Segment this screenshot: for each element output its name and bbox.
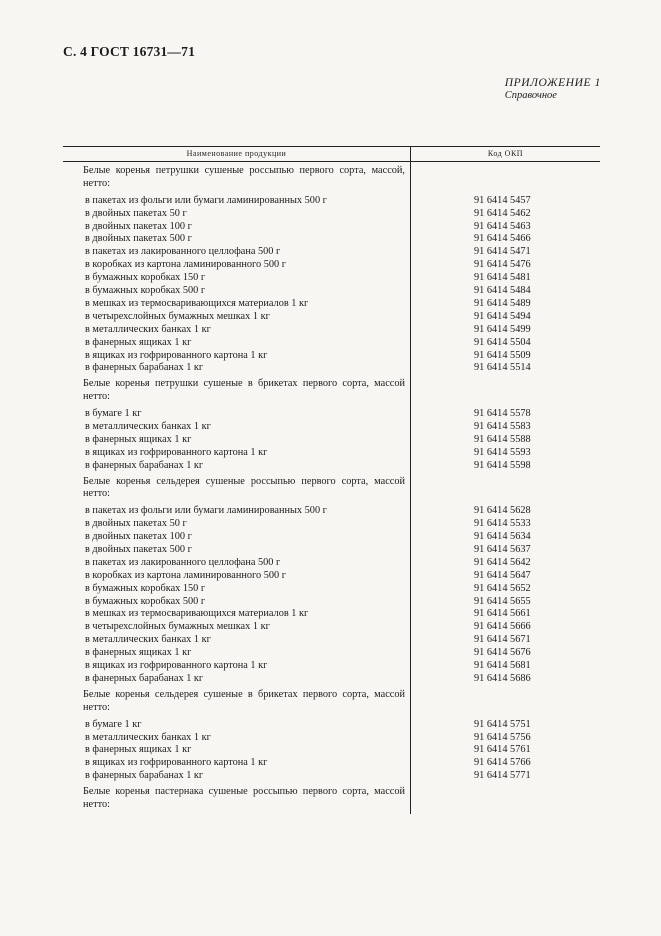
okp-code: 91 6414 5533 (474, 518, 531, 530)
table-row (63, 518, 600, 531)
column-header-name: Наименование продукции (186, 149, 287, 158)
okp-code: 91 6414 5647 (474, 569, 531, 581)
table-row (63, 350, 600, 363)
okp-code: 91 6414 5471 (474, 246, 531, 258)
okp-code: 91 6414 5593 (474, 446, 531, 458)
product-name: в пакетах из фольги или бумаги ламинированных 500 г (85, 194, 327, 206)
product-name: в мешках из термосваривающихся материалов 1 кг (85, 608, 309, 620)
group-title: Белые коренья петрушки сушеные россыпью первого сорта, массой, нетто: (83, 165, 405, 189)
okp-code: 91 6414 5578 (474, 408, 531, 420)
product-name: в мешках из термосваривающихся материалов 1 кг (85, 297, 309, 309)
table-row (63, 570, 600, 583)
product-name: в фанерных барабанах 1 кг (85, 362, 204, 374)
table-row (63, 608, 600, 621)
table-row (63, 732, 600, 745)
table-row (63, 447, 600, 460)
table-row (63, 544, 600, 557)
okp-code: 91 6414 5598 (474, 459, 531, 471)
product-name: в двойных пакетах 50 г (85, 518, 187, 530)
okp-code: 91 6414 5666 (474, 621, 531, 633)
product-name: в бумаге 1 кг (85, 408, 142, 420)
product-name: в бумажных коробках 500 г (85, 595, 206, 607)
okp-code: 91 6414 5771 (474, 770, 531, 782)
product-group (63, 786, 600, 812)
group-title: Белые коренья сельдерея сушеные россыпью первого сорта, массой нетто: (83, 475, 405, 500)
table-row (63, 233, 600, 246)
okp-code: 91 6414 5766 (474, 757, 531, 769)
okp-code: 91 6414 5751 (474, 718, 531, 730)
product-name: в ящиках из гофрированного картона 1 кг (85, 660, 268, 672)
product-group (63, 165, 600, 375)
table-row (63, 647, 600, 660)
group-title: Белые коренья сельдерея сушеные в брикетах первого сорта, массой нетто: (83, 688, 405, 713)
table-row (63, 311, 600, 324)
okp-code: 91 6414 5463 (474, 220, 531, 232)
product-name: в двойных пакетах 100 г (85, 220, 192, 232)
product-name: в фанерных ящиках 1 кг (85, 744, 192, 756)
table-row (63, 362, 600, 375)
table-row (63, 557, 600, 570)
table-row (63, 660, 600, 673)
table-body (63, 165, 600, 816)
table-row (63, 583, 600, 596)
okp-code: 91 6414 5481 (474, 272, 531, 284)
okp-code: 91 6414 5583 (474, 420, 531, 432)
product-name: в ящиках из гофрированного картона 1 кг (85, 757, 268, 769)
product-name: в бумажных коробках 500 г (85, 285, 206, 297)
table-row (63, 408, 600, 421)
okp-code: 91 6414 5671 (474, 634, 531, 646)
okp-code: 91 6414 5484 (474, 285, 531, 297)
table-row (63, 634, 600, 647)
okp-code: 91 6414 5761 (474, 744, 531, 756)
okp-code: 91 6414 5634 (474, 531, 531, 543)
okp-code: 91 6414 5652 (474, 582, 531, 594)
product-name: в фанерных ящиках 1 кг (85, 433, 192, 445)
product-group (63, 689, 600, 783)
okp-code: 91 6414 5588 (474, 433, 531, 445)
product-name: в двойных пакетах 500 г (85, 233, 192, 245)
product-name: в бумажных коробках 150 г (85, 582, 206, 594)
okp-code: 91 6414 5642 (474, 556, 531, 568)
okp-code: 91 6414 5509 (474, 349, 531, 361)
product-name: в четырехслойных бумажных мешках 1 кг (85, 310, 270, 322)
product-name: в четырехслойных бумажных мешках 1 кг (85, 621, 270, 633)
table-row (63, 434, 600, 447)
table-row (63, 285, 600, 298)
product-name: в ящиках из гофрированного картона 1 кг (85, 446, 268, 458)
okp-code: 91 6414 5462 (474, 207, 531, 219)
okp-code: 91 6414 5655 (474, 595, 531, 607)
table-top-rule (63, 146, 600, 147)
okp-code: 91 6414 5457 (474, 194, 531, 206)
okp-code: 91 6414 5504 (474, 336, 531, 348)
table-row (63, 246, 600, 259)
okp-code: 91 6414 5489 (474, 297, 531, 309)
table-row (63, 719, 600, 732)
product-name: в фанерных барабанах 1 кг (85, 770, 204, 782)
page-header: С. 4 ГОСТ 16731—71 (63, 44, 196, 59)
table-row (63, 621, 600, 634)
table-row (63, 757, 600, 770)
table-row (63, 770, 600, 783)
product-name: в металлических банках 1 кг (85, 323, 211, 335)
table-row (63, 298, 600, 311)
okp-code: 91 6414 5514 (474, 362, 531, 374)
table-row (63, 195, 600, 208)
product-name: в двойных пакетах 50 г (85, 207, 187, 219)
product-name: в коробках из картона ламинированного 500 г (85, 569, 286, 581)
appendix-label (505, 77, 601, 101)
product-name: в фанерных барабанах 1 кг (85, 672, 204, 684)
okp-code: 91 6414 5499 (474, 323, 531, 335)
product-name: в фанерных ящиках 1 кг (85, 336, 192, 348)
product-name: в фанерных барабанах 1 кг (85, 459, 204, 471)
table-row (63, 272, 600, 285)
table-row (63, 324, 600, 337)
okp-code: 91 6414 5676 (474, 647, 531, 659)
product-name: в металлических банках 1 кг (85, 731, 211, 743)
product-name: в пакетах из фольги или бумаги ламинированных 500 г (85, 505, 327, 517)
group-title: Белые коренья пастернака сушеные россыпью первого сорта, массой нетто: (83, 786, 405, 810)
table-row (63, 221, 600, 234)
table-row (63, 337, 600, 350)
product-name: в бумаге 1 кг (85, 718, 142, 730)
product-name: в металлических банках 1 кг (85, 420, 211, 432)
table-row (63, 596, 600, 609)
table-row (63, 259, 600, 272)
table-row (63, 531, 600, 544)
okp-code: 91 6414 5756 (474, 731, 531, 743)
table-row (63, 673, 600, 686)
okp-code: 91 6414 5681 (474, 660, 531, 672)
product-code-table (63, 146, 600, 814)
okp-code: 91 6414 5466 (474, 233, 531, 245)
table-row (63, 208, 600, 221)
group-title: Белые коренья петрушки сушеные в брикетах первого сорта, массой нетто: (83, 378, 405, 403)
product-name: в бумажных коробках 150 г (85, 272, 206, 284)
table-row (63, 421, 600, 434)
product-group (63, 476, 600, 686)
product-name: в двойных пакетах 500 г (85, 544, 192, 556)
column-header-code: Код ОКП (487, 149, 524, 158)
okp-code: 91 6414 5686 (474, 672, 531, 684)
appendix-subtitle: Справочное (504, 90, 557, 101)
okp-code: 91 6414 5494 (474, 310, 531, 322)
table-row (63, 505, 600, 518)
appendix-title: ПРИЛОЖЕНИЕ 1 (504, 77, 601, 89)
okp-code: 91 6414 5661 (474, 608, 531, 620)
product-name: в металлических банках 1 кг (85, 634, 211, 646)
product-name: в пакетах из лакированного целлофана 500 г (85, 246, 281, 258)
product-name: в ящиках из гофрированного картона 1 кг (85, 349, 268, 361)
product-name: в двойных пакетах 100 г (85, 531, 192, 543)
okp-code: 91 6414 5637 (474, 544, 531, 556)
okp-code: 91 6414 5628 (474, 505, 531, 517)
okp-code: 91 6414 5476 (474, 259, 531, 271)
product-group (63, 378, 600, 472)
table-row (63, 460, 600, 473)
table-row (63, 744, 600, 757)
table-header-rule (63, 161, 600, 162)
product-name: в пакетах из лакированного целлофана 500 г (85, 556, 281, 568)
product-name: в коробках из картона ламинированного 500 г (85, 259, 286, 271)
product-name: в фанерных ящиках 1 кг (85, 647, 192, 659)
